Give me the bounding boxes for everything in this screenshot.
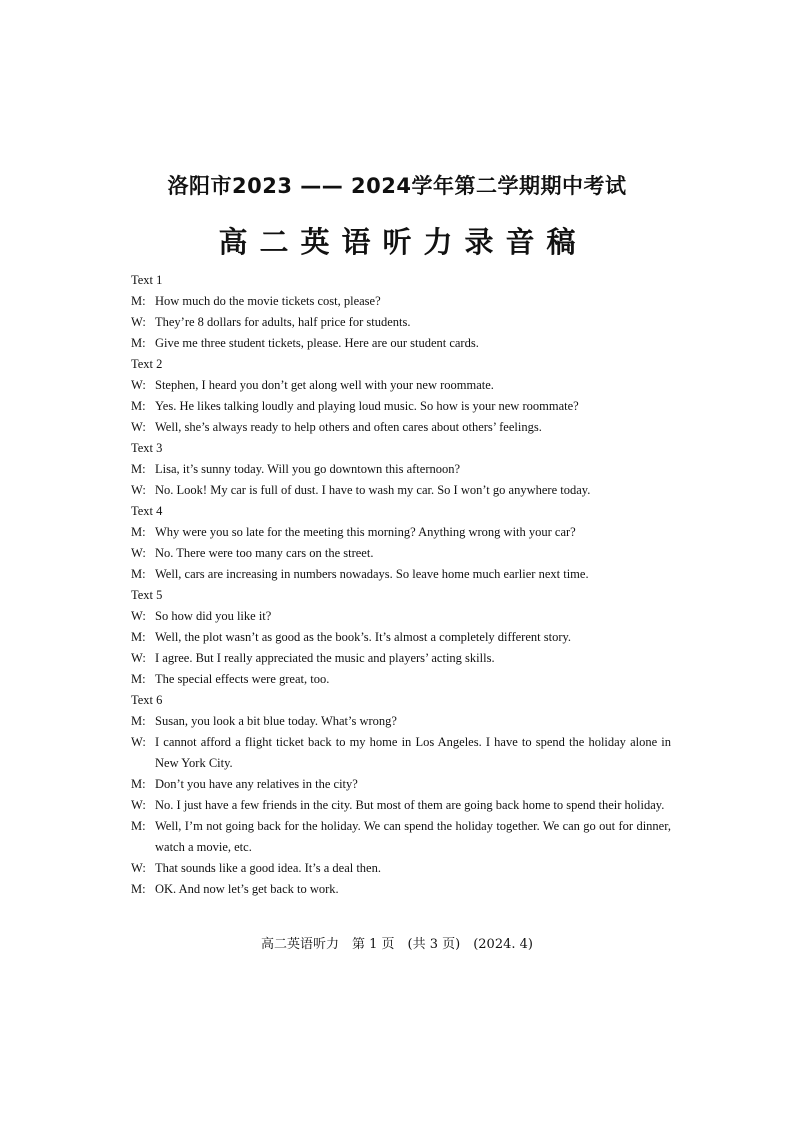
utterance-text: That sounds like a good idea. It’s a deal then. (155, 861, 381, 875)
text-section-label: Text 1 (131, 273, 163, 287)
utterance-text: No. There were too many cars on the street. (155, 546, 374, 560)
speaker-label: M: (131, 714, 146, 728)
dialogue-line (131, 879, 671, 900)
speaker-label: M: (131, 462, 146, 476)
speaker-label: M: (131, 672, 146, 686)
text-section (131, 501, 671, 585)
speaker-label: W: (131, 735, 146, 749)
dialogue-line (131, 333, 671, 354)
text-section (131, 354, 671, 438)
utterance-text: Lisa, it’s sunny today. Will you go downtown this afternoon? (155, 462, 461, 476)
utterance-text: I agree. But I really appreciated the music and players’ acting skills. (155, 651, 495, 665)
speaker-label: W: (131, 651, 146, 665)
dialogue-line (131, 816, 671, 858)
text-section (131, 585, 671, 690)
speaker-label: W: (131, 861, 146, 875)
dialogue-line (131, 648, 671, 669)
speaker-label: W: (131, 798, 146, 812)
utterance-text: Yes. He likes talking loudly and playing loud music. So how is your new roommate? (155, 399, 579, 413)
utterance-text: No. Look! My car is full of dust. I have to wash my car. So I won’t go anywhere today. (155, 483, 591, 497)
dialogue-line (131, 291, 671, 312)
dialogue-line (131, 795, 671, 816)
utterance-text: The special effects were great, too. (155, 672, 330, 686)
dialogue-line (131, 543, 671, 564)
speaker-label: M: (131, 777, 146, 791)
dialogue-line (131, 564, 671, 585)
dialogue-line (131, 774, 671, 795)
utterance-text: Don’t you have any relatives in the city? (155, 777, 358, 791)
dialogue-line (131, 606, 671, 627)
utterance-text: Well, I’m not going back for the holiday. We can spend the holiday together. We can go out for dinner, watch a movie, etc. (155, 819, 671, 854)
speaker-label: M: (131, 567, 146, 581)
utterance-text: So how did you like it? (155, 609, 272, 623)
utterance-text: Why were you so late for the meeting this morning? Anything wrong with your car? (155, 525, 576, 539)
dialogue-line (131, 522, 671, 543)
dialogue-line (131, 459, 671, 480)
dialogue-line (131, 396, 671, 417)
utterance-text: No. I just have a few friends in the city. But most of them are going back home to spend their holiday. (155, 798, 665, 812)
dialogue-line (131, 732, 671, 774)
utterance-text: Well, she’s always ready to help others and often cares about others’ feelings. (155, 420, 542, 434)
dialogue-line (131, 858, 671, 879)
speaker-label: M: (131, 630, 146, 644)
text-section-label: Text 5 (131, 588, 163, 602)
utterance-text: Well, cars are increasing in numbers nowadays. So leave home much earlier next time. (155, 567, 589, 581)
text-section-label: Text 3 (131, 441, 163, 455)
exam-title: 洛阳市2023 —— 2024学年第二学期期中考试 (167, 174, 627, 198)
text-section-label: Text 6 (131, 693, 163, 707)
utterance-text: I cannot afford a flight ticket back to my home in Los Angeles. I have to spend the holiday alone in New York City. (155, 735, 671, 770)
dialogue-line (131, 480, 671, 501)
utterance-text: Susan, you look a bit blue today. What’s wrong? (155, 714, 397, 728)
speaker-label: W: (131, 483, 146, 497)
dialogue-line (131, 417, 671, 438)
speaker-label: W: (131, 609, 146, 623)
dialogue-line (131, 312, 671, 333)
speaker-label: W: (131, 315, 146, 329)
transcript (131, 270, 671, 900)
page-footer: 高二英语听力 第 1 页 (共 3 页) (2024. 4) (261, 937, 533, 952)
dialogue-line (131, 375, 671, 396)
utterance-text: They’re 8 dollars for adults, half price for students. (155, 315, 411, 329)
dialogue-line (131, 627, 671, 648)
speaker-label: M: (131, 399, 146, 413)
speaker-label: M: (131, 525, 146, 539)
utterance-text: How much do the movie tickets cost, please? (155, 294, 381, 308)
text-section-label: Text 2 (131, 357, 163, 371)
utterance-text: OK. And now let’s get back to work. (155, 882, 339, 896)
speaker-label: W: (131, 420, 146, 434)
text-section (131, 690, 671, 900)
speaker-label: W: (131, 546, 146, 560)
text-section (131, 438, 671, 501)
document-title: 高二英语听力录音稿 (218, 225, 588, 259)
speaker-label: M: (131, 819, 146, 833)
utterance-text: Give me three student tickets, please. Here are our student cards. (155, 336, 479, 350)
text-section (131, 270, 671, 354)
text-section-label: Text 4 (131, 504, 163, 518)
dialogue-line (131, 669, 671, 690)
utterance-text: Well, the plot wasn’t as good as the book’s. It’s almost a completely different story. (155, 630, 572, 644)
utterance-text: Stephen, I heard you don’t get along well with your new roommate. (155, 378, 494, 392)
speaker-label: M: (131, 882, 146, 896)
speaker-label: M: (131, 294, 146, 308)
speaker-label: W: (131, 378, 146, 392)
speaker-label: M: (131, 336, 146, 350)
dialogue-line (131, 711, 671, 732)
